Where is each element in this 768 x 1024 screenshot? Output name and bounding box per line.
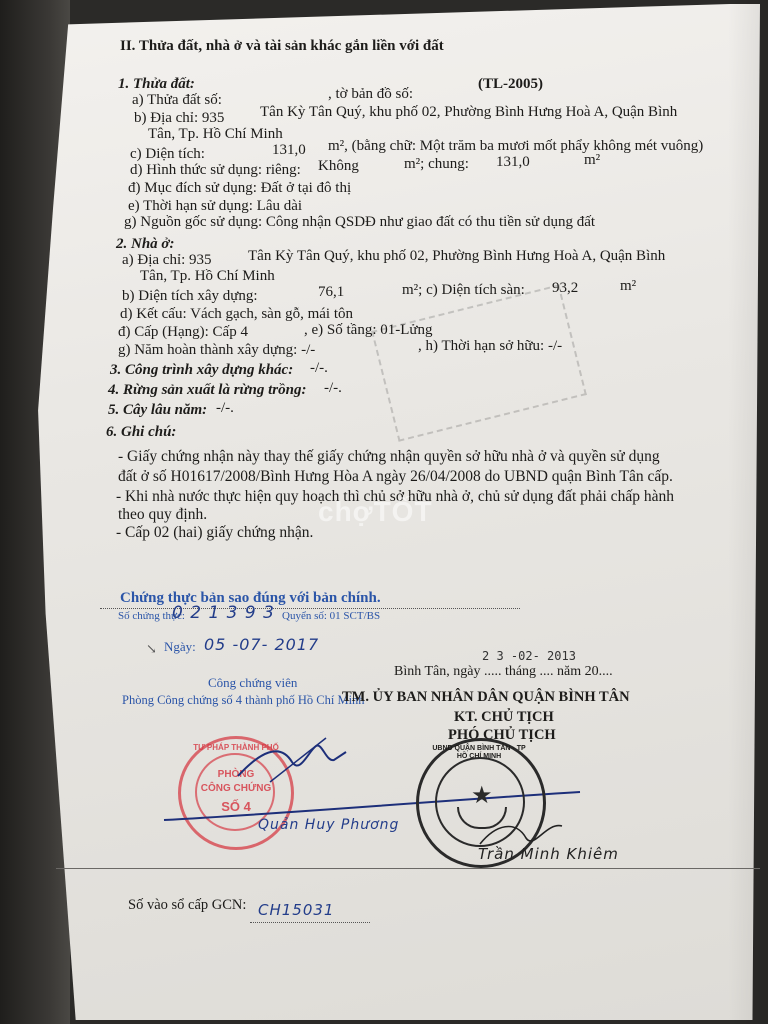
land-parcel-label: a) Thửa đất số: bbox=[132, 92, 222, 108]
notary-stamp-text-2: CÔNG CHỨNG bbox=[200, 783, 272, 794]
land-address-line2: Tân, Tp. Hồ Chí Minh bbox=[148, 126, 283, 142]
perennial-trees-label: 5. Cây lâu năm: bbox=[108, 402, 208, 418]
note-line-4: theo quy định. bbox=[118, 506, 208, 523]
house-floor-area-label: m²; c) Diện tích sàn: bbox=[402, 282, 525, 298]
issuer-line-3: PHÓ CHỦ TỊCH bbox=[448, 727, 556, 743]
house-floor-area-value: 93,2 bbox=[552, 280, 579, 296]
other-works-value: -/-. bbox=[310, 360, 328, 376]
watermark-logo: chợTỐT bbox=[318, 496, 433, 527]
certification-divider bbox=[100, 608, 520, 609]
house-address-line2: Tân, Tp. Hồ Chí Minh bbox=[140, 268, 275, 284]
page-edge-shadow bbox=[728, 0, 768, 1024]
house-floor-area-unit: m² bbox=[620, 278, 637, 294]
land-common-label: m²; chung: bbox=[404, 156, 469, 172]
house-address-label: a) Địa chỉ: 935 bbox=[122, 252, 212, 268]
certification-number-label: Số chứng thực: bbox=[118, 610, 185, 622]
notary-stamp-text-1: PHÒNG bbox=[217, 769, 255, 780]
land-map-label: , tờ bản đồ số: bbox=[328, 86, 414, 102]
certification-title: Chứng thực bản sao đúng với bản chính. bbox=[120, 590, 381, 606]
notes-heading: 6. Ghi chú: bbox=[106, 424, 177, 440]
certification-date-label: Ngày: bbox=[164, 639, 196, 654]
issuer-place-date: Bình Tân, ngày ..... tháng .... năm 20.... bbox=[394, 664, 613, 679]
notary-stamp-text-3: SỐ 4 bbox=[221, 799, 251, 814]
land-map-number: (TL-2005) bbox=[478, 76, 543, 92]
signer-name: Trần Minh Khiêm bbox=[478, 845, 619, 863]
land-address-label: b) Địa chỉ: 935 bbox=[134, 110, 225, 126]
land-area-label: c) Diện tích: bbox=[130, 146, 205, 162]
forest-label: 4. Rừng sản xuất là rừng trồng: bbox=[108, 382, 307, 398]
section-title: II. Thửa đất, nhà ở và tài sản khác gắn liền với đất bbox=[120, 38, 444, 54]
gcn-register-underline bbox=[250, 922, 370, 923]
land-area-words: m², (bằng chữ: Một trăm ba mươi mốt phẩy không mét vuông) bbox=[328, 138, 704, 154]
issuer-line-2: KT. CHỦ TỊCH bbox=[454, 709, 554, 725]
perennial-trees-value: -/-. bbox=[216, 400, 234, 416]
land-origin: g) Nguồn gốc sử dụng: Công nhận QSDĐ như giao đất có thu tiền sử dụng đất bbox=[124, 214, 596, 230]
notary-name: Quản Huy Phương bbox=[258, 817, 400, 833]
land-term: e) Thời hạn sử dụng: Lâu dài bbox=[128, 198, 303, 214]
star-emblem-icon: ★ bbox=[471, 783, 493, 809]
note-line-2: đất ở số H01617/2008/Bình Hưng Hòa A ngày 26/04/2008 do UBND quận Bình Tân cấp. bbox=[118, 468, 673, 485]
house-heading: 2. Nhà ở: bbox=[116, 236, 175, 252]
notary-stamp-ring-text: TƯ PHÁP THÀNH PHỐ bbox=[193, 743, 279, 752]
land-common-unit: m² bbox=[584, 152, 601, 168]
note-line-5: - Cấp 02 (hai) giấy chứng nhận. bbox=[116, 524, 314, 541]
issuer-date-stamp: 2 3 -02- 2013 bbox=[482, 649, 576, 663]
land-private-area: Không bbox=[318, 158, 359, 174]
certification-arrow-icon: ↘ bbox=[146, 641, 157, 656]
land-common-area: 131,0 bbox=[496, 154, 530, 170]
forest-value: -/-. bbox=[324, 380, 342, 396]
house-address: Tân Kỳ Tân Quý, khu phố 02, Phường Bình Hưng Hoà A, Quận Bình bbox=[248, 248, 666, 264]
house-floors: , e) Số tầng: 01-Lửng bbox=[304, 322, 433, 338]
notary-signature bbox=[230, 732, 350, 792]
certification-book: Quyển số: 01 SCT/BS bbox=[282, 610, 381, 622]
district-stamp-ring-text: UBND QUẬN BÌNH TÂN - TP HỒ CHÍ MINH bbox=[432, 745, 526, 760]
issuer-line-1: TM. ỦY BAN NHÂN DÂN QUẬN BÌNH TÂN bbox=[342, 689, 630, 705]
house-build-area-value: 76,1 bbox=[318, 284, 345, 300]
land-purpose: đ) Mục đích sử dụng: Đất ở tại đô thị bbox=[128, 180, 352, 196]
note-line-1: - Giấy chứng nhận này thay thế giấy chứng nhận quyền sở hữu nhà ở và quyền sử dụng bbox=[118, 448, 660, 465]
land-heading: 1. Thửa đất: bbox=[118, 76, 195, 92]
note-line-3: - Khi nhà nước thực hiện quy hoạch thì chủ sở hữu nhà ở, chủ sử dụng đất phải chấp hành bbox=[116, 488, 674, 505]
house-grade: đ) Cấp (Hạng): Cấp 4 bbox=[118, 324, 248, 340]
gcn-register-label: Số vào sổ cấp GCN: bbox=[128, 897, 247, 913]
footer-divider bbox=[56, 868, 760, 869]
certification-date: 05 -07- 2017 bbox=[204, 635, 320, 654]
notary-title: Công chứng viên bbox=[208, 675, 298, 690]
other-works-label: 3. Công trình xây dựng khác: bbox=[110, 362, 294, 378]
house-structure: d) Kết cấu: Vách gạch, sàn gỗ, mái tôn bbox=[120, 306, 353, 322]
land-use-form-label: d) Hình thức sử dụng: riêng: bbox=[130, 162, 301, 178]
land-area-value: 131,0 bbox=[272, 142, 306, 158]
house-completion-year: g) Năm hoàn thành xây dựng: -/- bbox=[118, 342, 316, 358]
notary-office: Phòng Công chứng số 4 thành phố Hồ Chí Minh bbox=[122, 693, 365, 707]
land-address: Tân Kỳ Tân Quý, khu phố 02, Phường Bình Hưng Hoà A, Quận Bình bbox=[260, 104, 678, 120]
house-build-area-label: b) Diện tích xây dựng: bbox=[122, 288, 258, 304]
house-ownership-term: , h) Thời hạn sở hữu: -/- bbox=[418, 338, 563, 354]
certification-number: 0 2 1 3 9 3 bbox=[172, 603, 275, 623]
gcn-register-number: CH15031 bbox=[258, 901, 335, 919]
